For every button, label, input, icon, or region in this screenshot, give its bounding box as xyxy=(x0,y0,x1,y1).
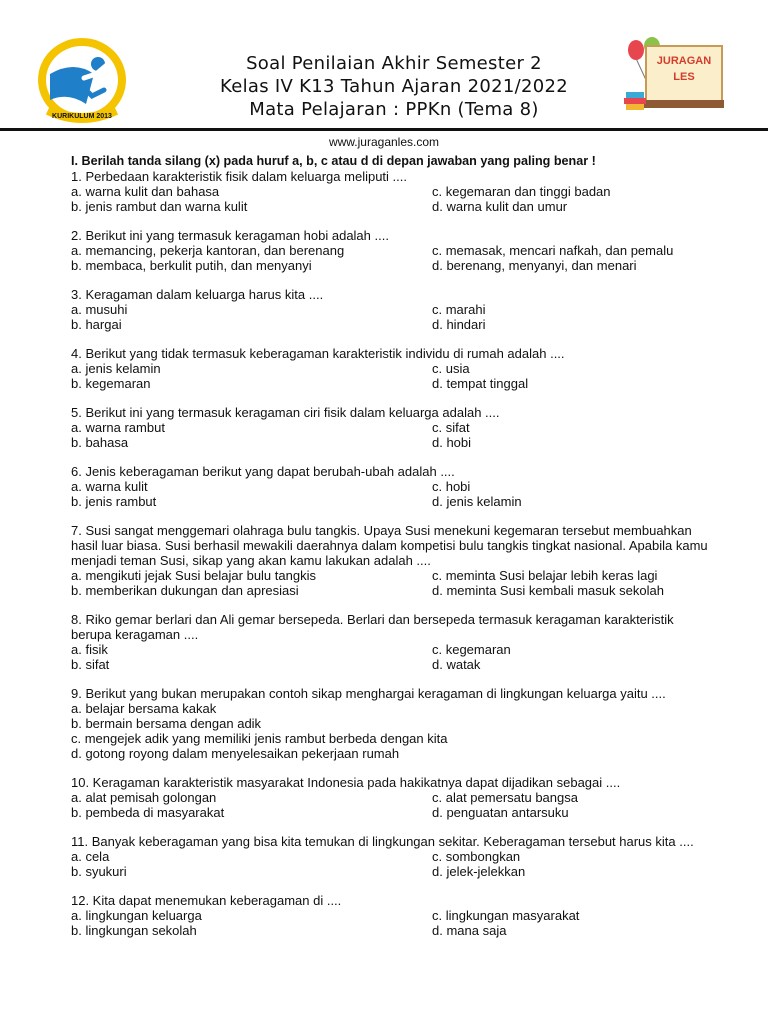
kurikulum-2013-logo xyxy=(34,34,130,126)
question-4 xyxy=(71,346,711,391)
question-9 xyxy=(71,686,711,761)
svg-text:KURIKULUM 2013: KURIKULUM 2013 xyxy=(52,113,112,120)
option-c[interactable]: c. marahi xyxy=(432,302,486,317)
instruction: I. Berilah tanda silang (x) pada huruf a, b, c atau d di depan jawaban yang paling benar ! xyxy=(71,154,596,168)
question-6 xyxy=(71,464,711,509)
option-d[interactable]: d. jelek-jelekkan xyxy=(432,864,526,879)
page-header xyxy=(0,0,768,149)
option-c[interactable]: c. meminta Susi belajar lebih keras lagi xyxy=(432,568,658,583)
option-a[interactable]: a. mengikuti jejak Susi belajar bulu tangkis xyxy=(71,568,316,583)
option-a[interactable]: a. jenis kelamin xyxy=(71,361,161,376)
question-text: 2. Berikut ini yang termasuk keragaman hobi adalah .... xyxy=(71,228,389,243)
option-d[interactable]: d. hobi xyxy=(432,435,472,450)
option-b[interactable]: b. kegemaran xyxy=(71,376,151,391)
option-d[interactable]: d. hindari xyxy=(432,317,486,332)
option-c[interactable]: c. kegemaran xyxy=(432,642,511,657)
option-d[interactable]: d. meminta Susi kembali masuk sekolah xyxy=(432,583,664,598)
question-3 xyxy=(71,287,711,332)
option-a[interactable]: a. musuhi xyxy=(71,302,128,317)
option-a[interactable]: a. fisik xyxy=(71,642,108,657)
option-d[interactable]: d. tempat tinggal xyxy=(432,376,529,391)
option-d[interactable]: d. warna kulit dan umur xyxy=(432,199,568,214)
option-b[interactable]: b. jenis rambut xyxy=(71,494,157,509)
question-text: 10. Keragaman karakteristik masyarakat Indonesia pada hakikatnya dapat dijadikan sebagai .... xyxy=(71,775,621,790)
option-a[interactable]: a. lingkungan keluarga xyxy=(71,908,202,923)
option-c[interactable]: c. sifat xyxy=(432,420,470,435)
option-c[interactable]: c. lingkungan masyarakat xyxy=(432,908,580,923)
option-b[interactable]: b. lingkungan sekolah xyxy=(71,923,197,938)
question-7 xyxy=(71,523,711,598)
option-b[interactable]: b. jenis rambut dan warna kulit xyxy=(71,199,248,214)
option-a[interactable]: a. belajar bersama kakak xyxy=(71,701,217,716)
title-line-3: Mata Pelajaran : PPKn (Tema 8) xyxy=(249,99,539,120)
question-text: 7. Susi sangat menggemari olahraga bulu tangkis. Upaya Susi menekuni kegemaran tersebut membuahkan hasil luar biasa. Susi berhasil mewakili daerahnya dalam kompetisi bulu tangkis tingkat nasional. Apabila kamu menjadi teman Susi, sikap yang akan kamu lakukan adalah .... xyxy=(71,523,708,568)
option-d[interactable]: d. gotong royong dalam menyelesaikan pekerjaan rumah xyxy=(71,746,400,761)
option-a[interactable]: a. warna kulit dan bahasa xyxy=(71,184,220,199)
question-text: 11. Banyak keberagaman yang bisa kita temukan di lingkungan sekitar. Keberagaman tersebut harus kita .... xyxy=(71,834,694,849)
option-d[interactable]: d. berenang, menyanyi, dan menari xyxy=(432,258,637,273)
option-c[interactable]: c. hobi xyxy=(432,479,471,494)
option-b[interactable]: b. bahasa xyxy=(71,435,129,450)
option-a[interactable]: a. alat pemisah golongan xyxy=(71,790,217,805)
header-divider xyxy=(0,128,768,131)
option-c[interactable]: c. memasak, mencari nafkah, dan pemalu xyxy=(432,243,674,258)
option-b[interactable]: b. membaca, berkulit putih, dan menyanyi xyxy=(71,258,312,273)
option-c[interactable]: c. mengejek adik yang memiliki jenis rambut berbeda dengan kita xyxy=(71,731,448,746)
option-a[interactable]: a. warna rambut xyxy=(71,420,165,435)
svg-text:LES: LES xyxy=(673,71,695,83)
question-10 xyxy=(71,775,711,820)
option-c[interactable]: c. sombongkan xyxy=(432,849,521,864)
question-text: 3. Keragaman dalam keluarga harus kita .... xyxy=(71,287,324,302)
question-8 xyxy=(71,612,711,672)
question-text: 6. Jenis keberagaman berikut yang dapat berubah-ubah adalah .... xyxy=(71,464,455,479)
option-d[interactable]: d. jenis kelamin xyxy=(432,494,522,509)
question-2 xyxy=(71,228,711,273)
title-line-1: Soal Penilaian Akhir Semester 2 xyxy=(246,53,542,74)
option-c[interactable]: c. alat pemersatu bangsa xyxy=(432,790,578,805)
question-sheet xyxy=(71,154,711,952)
question-text: 8. Riko gemar berlari dan Ali gemar bersepeda. Berlari dan bersepeda termasuk keragaman karakteristik berupa keragaman .... xyxy=(71,612,674,642)
svg-text:JURAGAN: JURAGAN xyxy=(656,55,712,67)
question-text: 5. Berikut ini yang termasuk keragaman ciri fisik dalam keluarga adalah .... xyxy=(71,405,500,420)
option-a[interactable]: a. warna kulit xyxy=(71,479,148,494)
question-5 xyxy=(71,405,711,450)
option-a[interactable]: a. cela xyxy=(71,849,110,864)
option-b[interactable]: b. bermain bersama dengan adik xyxy=(71,716,262,731)
question-12 xyxy=(71,893,711,938)
option-c[interactable]: c. usia xyxy=(432,361,470,376)
question-text: 4. Berikut yang tidak termasuk keberagaman karakteristik individu di rumah adalah .... xyxy=(71,346,565,361)
option-b[interactable]: b. pembeda di masyarakat xyxy=(71,805,225,820)
option-b[interactable]: b. memberikan dukungan dan apresiasi xyxy=(71,583,299,598)
option-b[interactable]: b. sifat xyxy=(71,657,110,672)
option-b[interactable]: b. hargai xyxy=(71,317,122,332)
option-c[interactable]: c. kegemaran dan tinggi badan xyxy=(432,184,611,199)
option-d[interactable]: d. penguatan antarsuku xyxy=(432,805,569,820)
question-1 xyxy=(71,169,711,214)
question-text: 12. Kita dapat menemukan keberagaman di .... xyxy=(71,893,342,908)
option-b[interactable]: b. syukuri xyxy=(71,864,127,879)
juragan-les-logo xyxy=(624,36,724,114)
question-text: 1. Perbedaan karakteristik fisik dalam keluarga meliputi .... xyxy=(71,169,407,184)
question-text: 9. Berikut yang bukan merupakan contoh sikap menghargai keragaman di lingkungan keluarga yaitu .... xyxy=(71,686,666,701)
website-link[interactable]: www.juraganles.com xyxy=(328,135,440,149)
title-block xyxy=(150,52,638,121)
option-d[interactable]: d. watak xyxy=(432,657,481,672)
question-11 xyxy=(71,834,711,879)
option-a[interactable]: a. memancing, pekerja kantoran, dan berenang xyxy=(71,243,345,258)
title-line-2: Kelas IV K13 Tahun Ajaran 2021/2022 xyxy=(220,76,568,97)
option-d[interactable]: d. mana saja xyxy=(432,923,507,938)
